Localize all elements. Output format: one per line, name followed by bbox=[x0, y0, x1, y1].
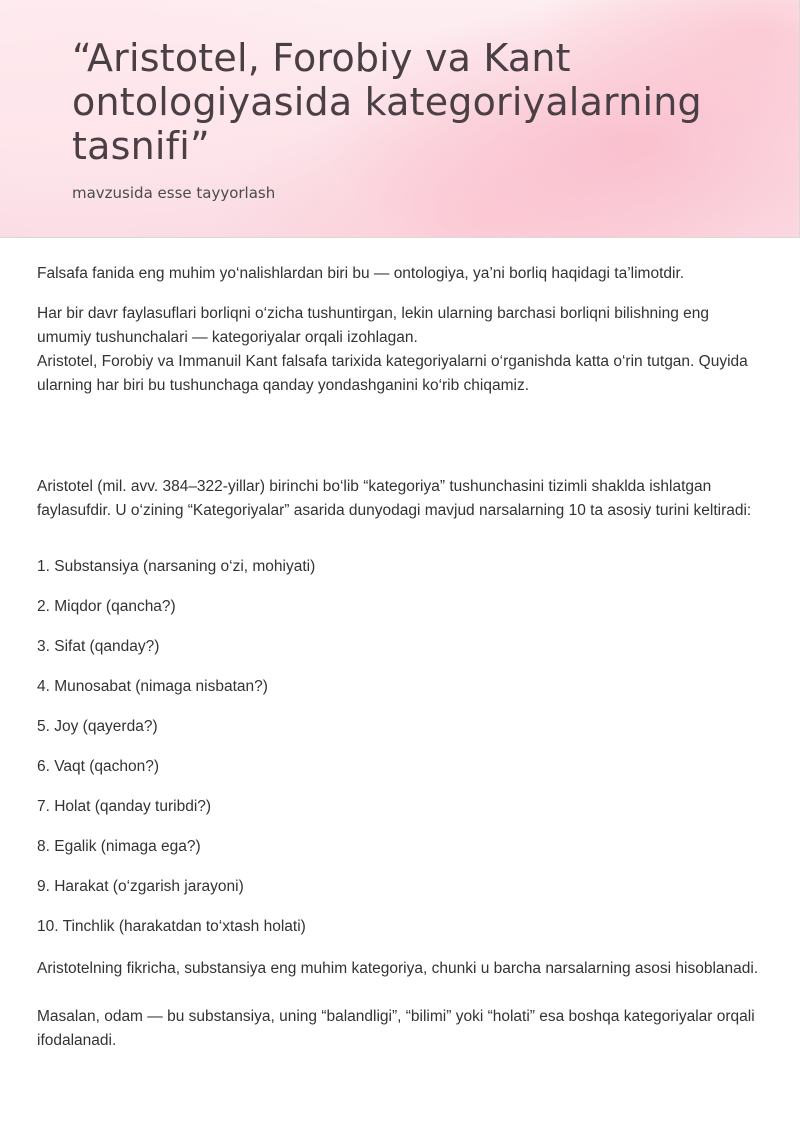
list-item: 3. Sifat (qanday?) bbox=[37, 638, 160, 655]
list-item: 1. Substansiya (narsaning o‘zi, mohiyati) bbox=[37, 558, 316, 575]
conclusion-line-2: Masalan, odam — bu substansiya, uning “balandligi”, “bilimi” yoki “holati” esa boshqa kategoriyalar orqali ifodalanadi. bbox=[37, 1008, 755, 1049]
list-item: 4. Munosabat (nimaga nisbatan?) bbox=[37, 678, 268, 695]
list-item: 9. Harakat (o‘zgarish jarayoni) bbox=[37, 878, 244, 895]
list-item: 2. Miqdor (qancha?) bbox=[37, 598, 176, 615]
paragraph-1-line-2: Aristotel, Forobiy va Immanuil Kant falsafa tarixida kategoriyalarni o‘rganishda katta o‘rin tutgan. Quyida ularning har biri bu tushunchaga qanday yondashganini ko‘rib chiqamiz. bbox=[37, 353, 748, 394]
list-item: 10. Tinchlik (harakatdan to‘xtash holati) bbox=[37, 918, 306, 935]
page-title: “Aristotel, Forobiy va Kant ontologiyasida kategoriyalarning tasnifi” bbox=[72, 36, 702, 168]
list-item: 8. Egalik (nimaga ega?) bbox=[37, 838, 201, 855]
intro-paragraph: Falsafa fanida eng muhim yo‘nalishlardan biri bu — ontologiya, ya’ni borliq haqidagi ta’limotdir. bbox=[37, 265, 685, 282]
page-header bbox=[0, 0, 800, 238]
list-item: 6. Vaqt (qachon?) bbox=[37, 758, 160, 775]
aristotle-intro-paragraph: Aristotel (mil. avv. 384–322-yillar) birinchi bo‘lib “kategoriya” tushunchasini tizimli shaklda ishlatgan faylasufdir. U o‘zining “Kategoriyalar” asarida dunyodagi mavjud narsalarning 10 ta asosiy turini keltiradi: bbox=[37, 478, 752, 519]
paragraph-1-line-1: Har bir davr faylasuflari borliqni o‘zicha tushuntirgan, lekin ularning barchasi borliqni bilishning eng umumiy tushunchalari — kategoriyalar orqali izohlagan. bbox=[37, 305, 710, 346]
list-item: 5. Joy (qayerda?) bbox=[37, 718, 158, 735]
conclusion-line-1: Aristotelning fikricha, substansiya eng muhim kategoriya, chunki u barcha narsalarning asosi hisoblanadi. bbox=[37, 960, 759, 977]
list-item: 7. Holat (qanday turibdi?) bbox=[37, 798, 212, 815]
page-subtitle: mavzusida esse tayyorlash bbox=[72, 184, 276, 202]
